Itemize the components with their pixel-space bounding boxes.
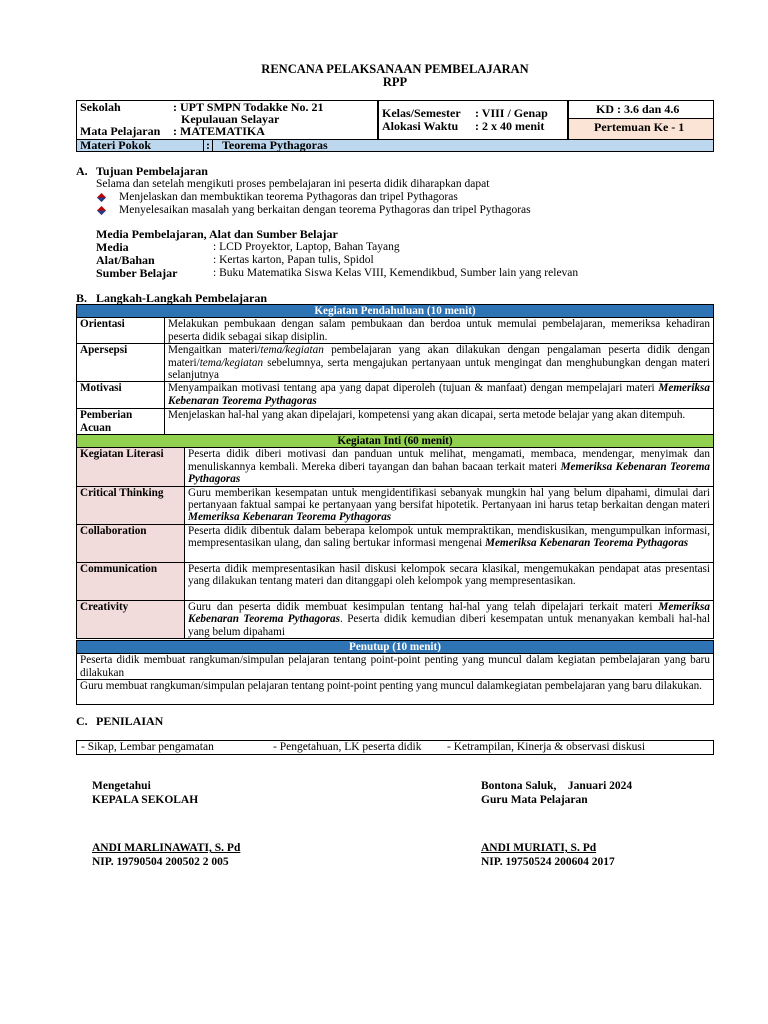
row-text: Menjelaskan hal-hal yang akan dipelajari, kompetensi yang akan dicapai, serta metode belajar yang akan ditempuh. [165,409,714,436]
row-text: Guru membuat rangkuman/simpulan pelajaran tentang point-point penting yang muncul dalamkegiatan pembelajaran yang baru dilakukan. [77,680,714,705]
row-text [185,600,714,638]
left-sign-nip: NIP. 19790504 200502 2 005 [92,856,229,868]
diamond-bullet-icon [97,206,106,215]
source-value: : Buku Matematika Siswa Kelas VIII, Kemendikbud, Sumber lain yang relevan [213,267,579,279]
table-row [77,382,714,409]
closing-activities-table [76,640,714,705]
subject-label: Mata Pelajaran [80,124,161,138]
text-segment: sebelumnya, serta mengajukan pertanyaan untuk mengingat dan menghubungkan dengan materi selanjutnya [168,356,710,382]
row-label: Collaboration [77,524,185,562]
row-label: Communication [77,562,185,600]
text-segment: Peserta didik dibentuk dalam beberapa kelompok untuk mempraktikan, mendiskusikan, mengumpulkan informasi, mempresentasikan ulang, dan saling bertukar informasi mengenai [188,524,710,550]
text-bold-italic: Memeriksa Kebenaran Teorema Pythagoras [188,600,710,626]
table-row [77,409,714,436]
row-text: Peserta didik membuat rangkuman/simpulan pelajaran tentang point-point penting yang muncul dalam kegiatan pembelajaran yang baru dilakukan [77,654,714,680]
table-row [77,524,714,562]
topic-box [76,139,714,152]
section-b-letter: B. [76,291,88,305]
section-a-heading: Tujuan Pembelajaran [96,164,208,178]
class-value: : VIII / Genap [475,106,548,120]
left-sign-name: ANDI MARLINAWATI, S. Pd [92,842,241,854]
row-text [185,562,714,600]
table-row [77,654,714,680]
table-row [77,448,714,486]
row-text [185,524,714,562]
text-segment: pembelajaran yang akan dilakukan dengan pengalaman peserta didik dengan materi/ [168,344,710,369]
goal-item: Menjelaskan dan membuktikan teorema Pythagoras dan tripel Pythagoras [119,191,458,203]
section-c-heading: PENILAIAN [96,714,164,728]
school-label: Sekolah [80,100,121,114]
text-segment: Peserta didik diberi motivasi dan panduan untuk melihat, mengamati, membaca, mendengar, menyimak dan menuliskannya kembali. Mereka diberi tayangan dan bahan bacaan terkait materi [188,448,710,473]
table-row [77,680,714,705]
meeting-value: Pertemuan Ke - 1 [594,120,685,134]
kd-value: KD : 3.6 dan 4.6 [596,102,680,116]
text-segment: Peserta didik mempresentasikan hasil diskusi kelompok secara klasikal, mengemukakan pendapat atas presentasi yang dilakukan tentang materi dan ditanggapi oleh kelompok yang mempresentasikan. [188,562,710,588]
subject-value: : MATEMATIKA [173,124,265,138]
row-text [185,448,714,486]
row-label: Apersepsi [77,344,165,382]
table-row [77,486,714,524]
text-segment: Guru dan peserta didik membuat kesimpulan tentang hal-hal yang telah dipelajari terkait materi [188,600,659,613]
topic-value: Teorema Pythagoras [222,138,328,152]
time-label: Alokasi Waktu [382,119,459,133]
assessment-box [76,740,714,755]
left-sign-line1: Mengetahui [92,780,151,792]
row-label: Orientasi [77,318,165,344]
text-bold-italic: Memeriksa Kebenaran Teorema Pythagoras [168,382,710,407]
text-bold-italic: Memeriksa Kebenaran Teorema Pythagoras [485,537,689,550]
doc-title: RENCANA PELAKSANAAN PEMBELAJARAN [261,62,529,76]
class-label: Kelas/Semester [382,106,461,120]
text-bold-italic: Memeriksa Kebenaran Teorema Pythagoras [188,511,392,524]
core-bar: Kegiatan Inti (60 menit) [77,435,714,448]
core-activities-table [76,434,714,639]
text-italic: tema/kegiatan [260,344,324,357]
text-segment: Menyampaikan motivasi tentang apa yang dapat diperoleh (tujuan & manfaat) dengan mempelajari materi [168,382,659,395]
right-sign-name: ANDI MURIATI, S. Pd [481,842,597,854]
school-value-2: Kepulauan Selayar [181,112,280,126]
diamond-bullet-icon [97,193,106,202]
assessment-item: - Ketrampilan, Kinerja & observasi diskusi [447,741,646,753]
right-sign-line1: Bontona Saluk, Januari 2024 [481,780,633,792]
intro-bar: Kegiatan Pendahuluan (10 menit) [77,305,714,318]
school-value: : UPT SMPN Todakke No. 21 [173,100,324,114]
time-value: : 2 x 40 menit [475,119,545,133]
topic-label: Materi Pokok [80,138,151,152]
right-sign-line2: Guru Mata Pelajaran [481,794,588,806]
left-sign-line2: KEPALA SEKOLAH [92,794,199,806]
section-b-heading: Langkah-Langkah Pembelajaran [96,291,268,305]
closing-bar: Penutup (10 menit) [77,641,714,654]
text-segment: Guru memberikan kesempatan untuk mengidentifikasi sebanyak mungkin hal yang belum dipahami, dimulai dari pertanyaan faktual sampai ke pertanyaan yang bersifat hipotetik. Pertanyaan ini harus tetap berkaitan dengan materi [188,486,710,512]
intro-activities-table [76,304,714,436]
right-sign-nip: NIP. 19750524 200604 2017 [481,856,615,868]
assessment-item: - Sikap, Lembar pengamatan [81,741,214,753]
table-row [77,318,714,344]
row-label: Creativity [77,600,185,638]
media-label: Media [96,240,129,254]
section-c-letter: C. [76,714,88,728]
media-value: : LCD Proyektor, Laptop, Bahan Tayang [213,241,400,253]
table-row [77,562,714,600]
row-label: Motivasi [77,382,165,409]
tools-value: : Kertas karton, Papan tulis, Spidol [213,254,374,266]
row-label: Kegiatan Literasi [77,448,185,486]
row-text [165,382,714,409]
row-text: Melakukan pembukaan dengan salam pembukaan dan berdoa untuk memulai pembelajaran, memeriksa kehadiran peserta didik sebagai sikap disiplin. [165,318,714,344]
header-block [76,100,714,152]
row-label: Pemberian Acuan [77,409,165,436]
table-row [77,344,714,382]
doc-subtitle: RPP [382,75,408,89]
section-a-intro: Selama dan setelah mengikuti proses pembelajaran ini peserta didik diharapkan dapat [96,178,490,190]
row-label: Critical Thinking [77,486,185,524]
assessment-item: - Pengetahuan, LK peserta didik [273,741,422,753]
row-text [185,486,714,524]
row-text [165,344,714,382]
topic-colon: : [206,138,210,152]
media-heading: Media Pembelajaran, Alat dan Sumber Belajar [96,227,338,241]
text-bold-italic: Memeriksa Kebenaran Teorema Pythagoras [188,460,710,486]
tools-label: Alat/Bahan [96,253,155,267]
section-a-letter: A. [76,164,88,178]
text-segment: Mengaitkan materi/ [168,344,261,357]
source-label: Sumber Belajar [96,266,178,280]
goal-item: Menyelesaikan masalah yang berkaitan dengan teorema Pythagoras dan tripel Pythagoras [119,204,531,216]
text-italic: tema/kegiatan [199,356,264,369]
table-row [77,600,714,638]
text-segment: . Peserta didik kemudian diberi kesempatan untuk menanyakan kembali hal-hal yang belum dipahami [188,613,710,638]
